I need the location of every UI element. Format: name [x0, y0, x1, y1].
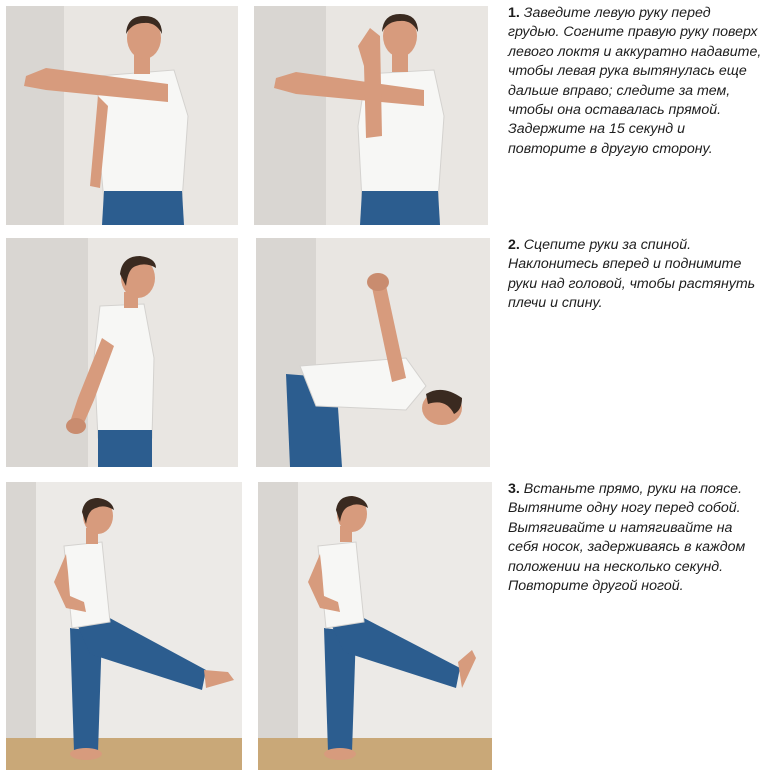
photo-step2-bend-forward	[256, 238, 490, 467]
photo-step1-arm-pressed	[254, 6, 488, 225]
step-number: 3.	[508, 481, 520, 497]
instruction-step-1	[508, 4, 764, 159]
step-number: 2.	[508, 237, 520, 253]
instruction-step-3	[508, 480, 764, 596]
photo-step2-hands-behind	[6, 238, 238, 467]
step-text: Сцепите руки за спиной. Наклонитесь вперед и поднимите руки над головой, чтобы растянуть плечи и спину.	[508, 237, 756, 312]
photo-step1-arm-forward	[6, 6, 238, 225]
step-number: 1.	[508, 5, 520, 21]
photo-step3-leg-raise-flexed	[6, 482, 242, 770]
step-text: Заведите левую руку перед грудью. Согните правую руку поверх левого локтя и аккуратно надавите, чтобы левая рука вытянулась еще дальше вправо; следите за тем, чтобы она оставалась прямой. Задержите на 15 секунд и повторите в другую сторону.	[508, 5, 762, 157]
step-text: Встаньте прямо, руки на поясе. Вытяните одну ногу перед собой. Вытягивайте и натягивайте на себя носок, задерживаясь в каждом положении на несколько секунд. Повторите другой ногой.	[508, 481, 746, 595]
photo-step3-leg-raise-pointed	[258, 482, 492, 770]
instruction-step-2	[508, 236, 764, 314]
